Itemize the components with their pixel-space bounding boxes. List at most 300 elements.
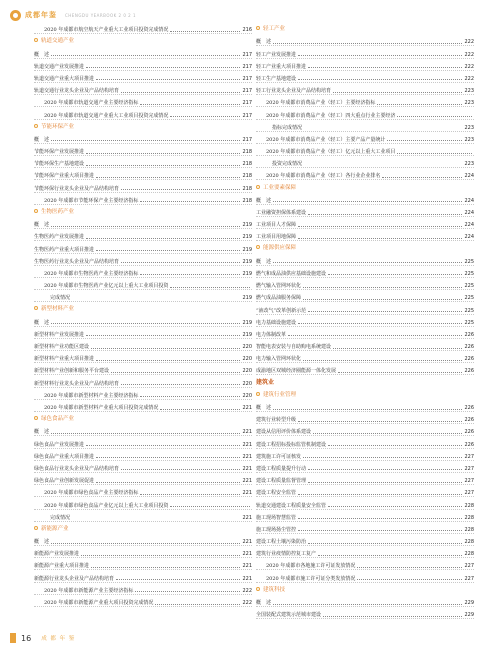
toc-entry-page: 222	[242, 587, 252, 594]
dot-leader	[318, 555, 462, 556]
toc-entry-page: 229	[464, 612, 474, 619]
toc-entry-page: 223	[464, 136, 474, 143]
dot-leader	[51, 140, 240, 141]
toc-entry[interactable]	[256, 607, 474, 619]
dot-leader	[273, 409, 462, 410]
toc-entry-title: 施工现场智慧监管	[256, 514, 297, 521]
toc-entry[interactable]	[34, 254, 252, 266]
toc-entry[interactable]	[34, 400, 252, 412]
toc-entry-title: 概 述	[34, 222, 50, 229]
dot-leader	[91, 567, 240, 568]
toc-entry-page: 223	[464, 124, 474, 131]
dot-leader	[308, 311, 462, 312]
toc-entry[interactable]	[34, 510, 252, 522]
toc-entry-title: 电力体制改革	[256, 331, 287, 338]
dot-leader	[51, 433, 240, 434]
header-title: 成都年鉴	[25, 11, 57, 19]
toc-entry-title: 生物医药产业发展推进	[34, 234, 85, 241]
toc-entry[interactable]	[34, 595, 252, 607]
toc-entry-page: 221	[242, 441, 252, 448]
toc-entry-title: 节能环保产业发展推进	[34, 149, 85, 156]
dot-leader	[303, 360, 462, 361]
toc-entry-title: 新型材料产业创新和服务平台建设	[34, 368, 110, 375]
toc-entry-title: 轨道交通产业重大项目推进	[34, 75, 95, 82]
category-title: 新型材料产业	[41, 306, 75, 313]
toc-entry-title: 完成情况	[50, 295, 71, 302]
dot-leader	[86, 153, 240, 154]
toc-entry[interactable]	[256, 534, 474, 546]
toc-entry[interactable]	[34, 59, 252, 71]
toc-entry-title: “液改气”改革创新示范	[256, 307, 307, 314]
toc-entry-page: 227	[464, 465, 474, 472]
toc-entry-page: 222	[464, 75, 474, 82]
toc-category-heading	[34, 120, 252, 132]
toc-entry-title: 轨道交通行业龙头企业及产品结构培育	[34, 88, 120, 95]
toc-entry[interactable]	[34, 107, 252, 119]
toc-entry-page: 219	[242, 295, 252, 302]
toc-entry[interactable]	[256, 95, 474, 107]
toc-entry[interactable]	[256, 315, 474, 327]
toc-entry-title: 节能环保行业龙头企业及产品结构培育	[34, 185, 120, 192]
toc-entry-title: 绿色食品产业发展推进	[34, 441, 85, 448]
toc-entry-title: 2020 年成都市消费品产业（轻工）亿元以上重大工业项目	[266, 149, 396, 156]
toc-entry-title: 建设从信用评价体系建设	[256, 429, 312, 436]
toc-entry[interactable]	[34, 449, 252, 461]
dot-leader	[86, 165, 240, 166]
category-title: 生物医药产业	[41, 208, 75, 215]
toc-entry-page: 220	[242, 368, 252, 375]
toc-entry-page: 224	[464, 222, 474, 229]
toc-entry[interactable]	[34, 424, 252, 436]
toc-entry-title: 概 述	[34, 429, 50, 436]
toc-entry-page: 222	[464, 39, 474, 46]
toc-entry-title: 新型材料产业重大项目推进	[34, 356, 95, 363]
toc-section-heading: 建筑业	[256, 379, 275, 387]
toc-entry[interactable]	[256, 229, 474, 241]
toc-entry-title: 概 述	[256, 197, 272, 204]
toc-entry-title: 建筑行业转型升级	[256, 417, 297, 424]
toc-entry-page: 226	[464, 344, 474, 351]
toc-entry-page: 221	[242, 478, 252, 485]
toc-entry-page: 227	[464, 490, 474, 497]
toc-entry[interactable]	[256, 254, 474, 266]
dot-leader	[288, 335, 462, 336]
toc-entry[interactable]	[34, 290, 252, 302]
toc-entry-page: 218	[242, 173, 252, 180]
toc-entry-title: 概 述	[34, 319, 50, 326]
dot-leader	[121, 384, 240, 385]
dot-leader	[96, 457, 240, 458]
toc-entry-page: 221	[242, 563, 252, 570]
toc-entry-page: 219	[242, 270, 252, 277]
toc-entry[interactable]	[256, 558, 474, 570]
toc-entry-page: 221	[242, 405, 252, 411]
toc-entry[interactable]	[34, 315, 252, 327]
toc-entry-page: 217	[242, 136, 252, 143]
toc-entry[interactable]	[34, 95, 252, 107]
toc-category-heading	[256, 583, 474, 595]
toc-entry[interactable]	[34, 461, 252, 473]
toc-entry-title: 2020 年成都市轨道交通产业主要经济指标	[44, 100, 139, 107]
category-title: 建筑行业管理	[263, 391, 297, 398]
toc-category-heading	[34, 522, 252, 534]
toc-entry-title: 绿色食品产业重大项目推进	[34, 453, 95, 460]
toc-entry[interactable]	[256, 59, 474, 71]
toc-entry-page: 217	[242, 112, 252, 119]
toc-entry-page: 217	[242, 63, 252, 70]
toc-entry[interactable]	[256, 144, 474, 156]
dot-leader	[303, 457, 462, 458]
dot-leader	[170, 506, 250, 507]
dot-leader	[140, 274, 240, 275]
toc-entry-page: 216	[242, 27, 252, 34]
toc-entry-title: 节能环保产业重大项目推进	[34, 173, 95, 180]
toc-entry-page: 220	[242, 356, 252, 363]
toc-entry-page: 221	[242, 514, 252, 521]
toc-entry-title: 概 述	[256, 258, 272, 265]
toc-category-heading	[256, 388, 474, 400]
toc-entry-page: 221	[242, 465, 252, 472]
toc-entry[interactable]	[256, 400, 474, 412]
toc-entry-title: 新能源产业重大项目推进	[34, 563, 90, 570]
toc-entry[interactable]	[34, 388, 252, 400]
toc-entry[interactable]	[34, 436, 252, 448]
toc-entry-page: 217	[242, 75, 252, 82]
toc-entry-title: 2020 年成都市绿色食品产业主要经济指标	[44, 490, 139, 497]
page-footer	[10, 633, 75, 643]
toc-entry[interactable]	[34, 327, 252, 339]
toc-entry-title: 成渝地区双城经济圈能源一体化发展	[256, 368, 337, 375]
toc-entry-page: 217	[242, 88, 252, 95]
toc-entry-page: 218	[242, 149, 252, 156]
toc-entry[interactable]	[34, 473, 252, 485]
toc-entry[interactable]	[34, 546, 252, 558]
dot-leader	[303, 299, 462, 300]
toc-entry[interactable]	[256, 473, 474, 485]
toc-entry-page: 225	[464, 258, 474, 265]
dot-leader	[121, 262, 240, 263]
toc-entry-page: 221	[242, 490, 252, 497]
toc-entry-page: 228	[464, 539, 474, 546]
bullet-circle-icon	[256, 26, 260, 30]
toc-category-heading	[256, 241, 474, 253]
toc-entry[interactable]	[34, 363, 252, 375]
toc-entry-title: 燃气输入管网环状化	[256, 283, 302, 290]
toc-entry-title: 新型材料产业功能区建设	[34, 344, 90, 351]
toc-entry[interactable]	[256, 449, 474, 461]
toc-entry[interactable]	[256, 107, 474, 119]
toc-category-heading	[34, 412, 252, 424]
toc-entry-title: 新型材料行业龙头企业及产品结构培育	[34, 380, 120, 387]
toc-left-column	[34, 22, 252, 607]
toc-entry[interactable]	[34, 156, 252, 168]
toc-entry[interactable]	[34, 583, 252, 595]
toc-entry[interactable]	[34, 570, 252, 582]
dot-leader	[298, 530, 462, 531]
dot-leader	[333, 92, 462, 93]
toc-entry[interactable]	[34, 22, 252, 34]
toc-entry[interactable]	[256, 71, 474, 83]
toc-entry[interactable]	[256, 83, 474, 95]
toc-entry[interactable]	[34, 497, 252, 509]
toc-entry[interactable]	[256, 595, 474, 607]
toc-entry[interactable]	[256, 156, 474, 168]
toc-entry-title: 2020 年成都市消费品产业（轻工）主要产品产量统计	[266, 136, 386, 143]
toc-entry[interactable]	[34, 339, 252, 351]
toc-entry-page: 219	[242, 319, 252, 326]
category-title: 建筑科技	[263, 586, 286, 593]
page-number: 16	[21, 633, 32, 643]
bullet-circle-icon	[34, 526, 38, 530]
toc-entry[interactable]	[34, 71, 252, 83]
yearbook-logo-icon	[10, 10, 21, 21]
dot-leader	[298, 494, 462, 495]
toc-entry-page: 228	[464, 514, 474, 521]
toc-entry-title: 概 述	[256, 405, 272, 411]
toc-entry-page: 219	[242, 331, 252, 338]
toc-entry-title: 燃气成品油服务保障	[256, 295, 302, 302]
toc-entry[interactable]	[34, 217, 252, 229]
toc-right-column	[256, 22, 474, 619]
toc-entry[interactable]	[256, 412, 474, 424]
toc-entry[interactable]	[256, 546, 474, 558]
category-title: 工业要素保障	[263, 184, 297, 191]
toc-entry-page: 218	[242, 161, 252, 168]
toc-entry-page: 223	[464, 161, 474, 168]
toc-category-heading	[34, 34, 252, 46]
toc-category-heading	[256, 22, 474, 34]
toc-entry-title: 2020 年成都市消费品产业（轻工）主要经济指标	[266, 100, 376, 107]
toc-entry-title: 2020 年成都市消费品产业（轻工）各行业企业排名	[266, 173, 381, 180]
toc-entry[interactable]	[256, 327, 474, 339]
toc-category-heading	[256, 180, 474, 192]
toc-entry[interactable]	[256, 46, 474, 58]
dot-leader	[308, 469, 462, 470]
toc-entry-title: 概 述	[34, 136, 50, 143]
footer-mark	[10, 633, 16, 643]
toc-entry-title: 2020 年成都市消费品产业（轻工）四大重点行业主要经济	[266, 112, 396, 119]
toc-entry[interactable]	[256, 461, 474, 473]
toc-entry-title: 建筑行业疫情防控复工复产	[256, 551, 317, 558]
page-header	[10, 8, 136, 22]
toc-entry-title: 生物医药产业重大项目推进	[34, 246, 95, 253]
toc-entry-page: 224	[464, 173, 474, 180]
toc-entry[interactable]	[256, 339, 474, 351]
dot-leader	[51, 543, 240, 544]
dot-leader	[160, 409, 240, 410]
dot-leader	[140, 494, 240, 495]
toc-entry[interactable]	[34, 83, 252, 95]
toc-entry-page: 226	[464, 405, 474, 411]
dot-leader	[333, 348, 462, 349]
toc-entry[interactable]	[34, 229, 252, 241]
dot-leader	[387, 140, 462, 141]
toc-entry-title: 轻工行业龙头企业及产品结构培育	[256, 88, 332, 95]
category-title: 绿色食品产业	[41, 416, 75, 423]
dot-leader	[377, 104, 462, 105]
dot-leader	[96, 482, 240, 483]
toc-entry[interactable]	[256, 120, 474, 132]
dot-leader	[298, 323, 462, 324]
toc-entry[interactable]	[34, 241, 252, 253]
bullet-circle-icon	[256, 587, 260, 591]
dot-leader	[51, 323, 240, 324]
dot-leader	[81, 555, 240, 556]
dot-leader	[121, 469, 240, 470]
toc-entry-title: 电力基础设施建设	[256, 319, 297, 326]
toc-entry[interactable]	[34, 46, 252, 58]
toc-entry-page: 228	[464, 551, 474, 558]
category-title: 轨道交通产业	[41, 38, 75, 45]
toc-entry-title: 完成情况	[50, 514, 71, 521]
toc-entry[interactable]	[256, 205, 474, 217]
toc-entry[interactable]	[34, 375, 252, 387]
toc-entry-title: 建设工程质量提升行动	[256, 465, 307, 472]
dot-leader	[51, 55, 240, 56]
toc-entry[interactable]	[256, 570, 474, 582]
toc-entry[interactable]	[256, 510, 474, 522]
toc-entry[interactable]	[34, 144, 252, 156]
toc-entry[interactable]	[256, 351, 474, 363]
toc-entry[interactable]	[256, 436, 474, 448]
toc-entry[interactable]	[256, 485, 474, 497]
toc-entry-page: 221	[242, 539, 252, 546]
toc-entry-title: 新型材料产业发展推进	[34, 331, 85, 338]
toc-entry[interactable]	[34, 351, 252, 363]
toc-entry-page: 225	[464, 283, 474, 290]
toc-entry-title: 指标完成情况	[272, 124, 303, 131]
bullet-circle-icon	[34, 209, 38, 213]
toc-entry-title: 概 述	[256, 39, 272, 46]
toc-entry-title: 2020 年成都市新能源产业主要经济指标	[44, 587, 134, 594]
toc-entry-title: 2020 年成都市新能源产业重大项目投资完成情况	[44, 600, 154, 606]
dot-leader	[308, 482, 462, 483]
toc-entry[interactable]	[256, 168, 474, 180]
toc-category-heading	[34, 205, 252, 217]
toc-entry[interactable]	[256, 497, 474, 509]
toc-entry[interactable]	[34, 534, 252, 546]
bullet-circle-icon	[256, 245, 260, 249]
toc-entry-page: 228	[464, 502, 474, 509]
toc-entry[interactable]	[34, 193, 252, 205]
toc-entry-page: 226	[464, 417, 474, 424]
toc-entry[interactable]	[34, 132, 252, 144]
toc-entry-title: 施工现场扬尘管控	[256, 526, 297, 533]
toc-entry-title: 2020 年成都市轨道交通产业重大工业项目投资完成情况	[44, 112, 169, 119]
toc-entry-page: 224	[464, 234, 474, 241]
dot-leader	[86, 67, 240, 68]
toc-entry-page: 226	[464, 331, 474, 338]
toc-entry[interactable]	[34, 168, 252, 180]
toc-entry-title: 概 述	[34, 51, 50, 58]
toc-entry-title: 绿色食品产业创新发展促进	[34, 478, 95, 485]
toc-entry[interactable]	[256, 217, 474, 229]
dot-leader	[328, 445, 462, 446]
toc-entry-page: 221	[242, 575, 252, 582]
toc-entry-title: 电力输入管网环状化	[256, 356, 302, 363]
dot-leader	[170, 116, 240, 117]
category-title: 能源供应保障	[263, 245, 297, 252]
toc-entry-page: 217	[242, 100, 252, 107]
toc-entry-page: 228	[464, 526, 474, 533]
toc-entry[interactable]	[34, 278, 252, 290]
toc-entry-page: 218	[242, 197, 252, 204]
toc-entry-title: 2020 年成都市绿色食品产业亿元以上重大工业项目投资	[44, 502, 169, 509]
toc-entry-page: 221	[242, 429, 252, 436]
toc-entry-page: 219	[242, 258, 252, 265]
toc-entry-page: 218	[242, 185, 252, 192]
toc-entry-title: 2020 年成都市各地施工许可证发放情况	[266, 563, 356, 570]
dot-leader	[328, 274, 462, 275]
toc-entry[interactable]	[256, 290, 474, 302]
bullet-circle-icon	[256, 392, 260, 396]
toc-entry-page: 221	[242, 453, 252, 460]
dot-leader	[155, 604, 240, 605]
dot-leader	[357, 579, 462, 580]
dot-leader	[298, 421, 462, 422]
dot-leader	[140, 201, 240, 202]
toc-entry[interactable]	[34, 266, 252, 278]
toc-entry-page: 220	[242, 344, 252, 351]
dot-leader	[298, 518, 462, 519]
toc-entry-page: 222	[464, 63, 474, 70]
toc-entry-title: 2020 年成都市航空航天产业重大工业项目投资完成情况	[44, 27, 169, 34]
toc-entry-title: 轨道交通产业发展推进	[34, 63, 85, 70]
toc-entry-title: 工业项目人才保障	[256, 222, 297, 229]
toc-entry[interactable]	[256, 302, 474, 314]
dot-leader	[96, 177, 240, 178]
dot-leader	[170, 31, 240, 32]
toc-entry[interactable]	[256, 363, 474, 375]
toc-entry-title: 新能源产业发展推进	[34, 551, 80, 558]
dot-leader	[397, 153, 472, 154]
dot-leader	[298, 226, 462, 227]
toc-entry[interactable]	[256, 278, 474, 290]
toc-entry[interactable]	[256, 522, 474, 534]
toc-entry-page: 227	[464, 575, 474, 582]
toc-entry[interactable]	[256, 34, 474, 46]
toc-entry-page: 227	[464, 453, 474, 460]
toc-entry[interactable]	[34, 558, 252, 570]
dot-leader	[308, 214, 462, 215]
toc-entry-title: 2020 年成都市新型材料产业主要经济指标	[44, 392, 139, 399]
toc-entry[interactable]	[34, 180, 252, 192]
dot-leader	[111, 372, 240, 373]
toc-entry-page: 219	[242, 234, 252, 241]
toc-entry-title: 概 述	[34, 539, 50, 546]
toc-entry-page: 225	[464, 295, 474, 302]
dot-leader	[338, 372, 462, 373]
toc-entry[interactable]	[256, 193, 474, 205]
toc-entry-page: 224	[464, 210, 474, 216]
footer-label: 成 都 年 鉴	[41, 636, 76, 642]
toc-entry[interactable]	[256, 424, 474, 436]
dot-leader	[96, 360, 240, 361]
bullet-circle-icon	[34, 306, 38, 310]
toc-entry-title: 建设工程安全监管	[256, 490, 297, 497]
dot-leader	[298, 79, 462, 80]
toc-entry-page: 220	[242, 380, 252, 387]
dot-leader	[121, 92, 240, 93]
toc-entry[interactable]	[256, 132, 474, 144]
dot-leader	[298, 55, 462, 56]
category-title: 节能环保产业	[41, 123, 75, 130]
toc-entry[interactable]	[256, 266, 474, 278]
toc-entry-page: 225	[464, 319, 474, 326]
dot-leader	[91, 348, 240, 349]
dot-leader	[308, 67, 462, 68]
toc-entry[interactable]	[34, 485, 252, 497]
